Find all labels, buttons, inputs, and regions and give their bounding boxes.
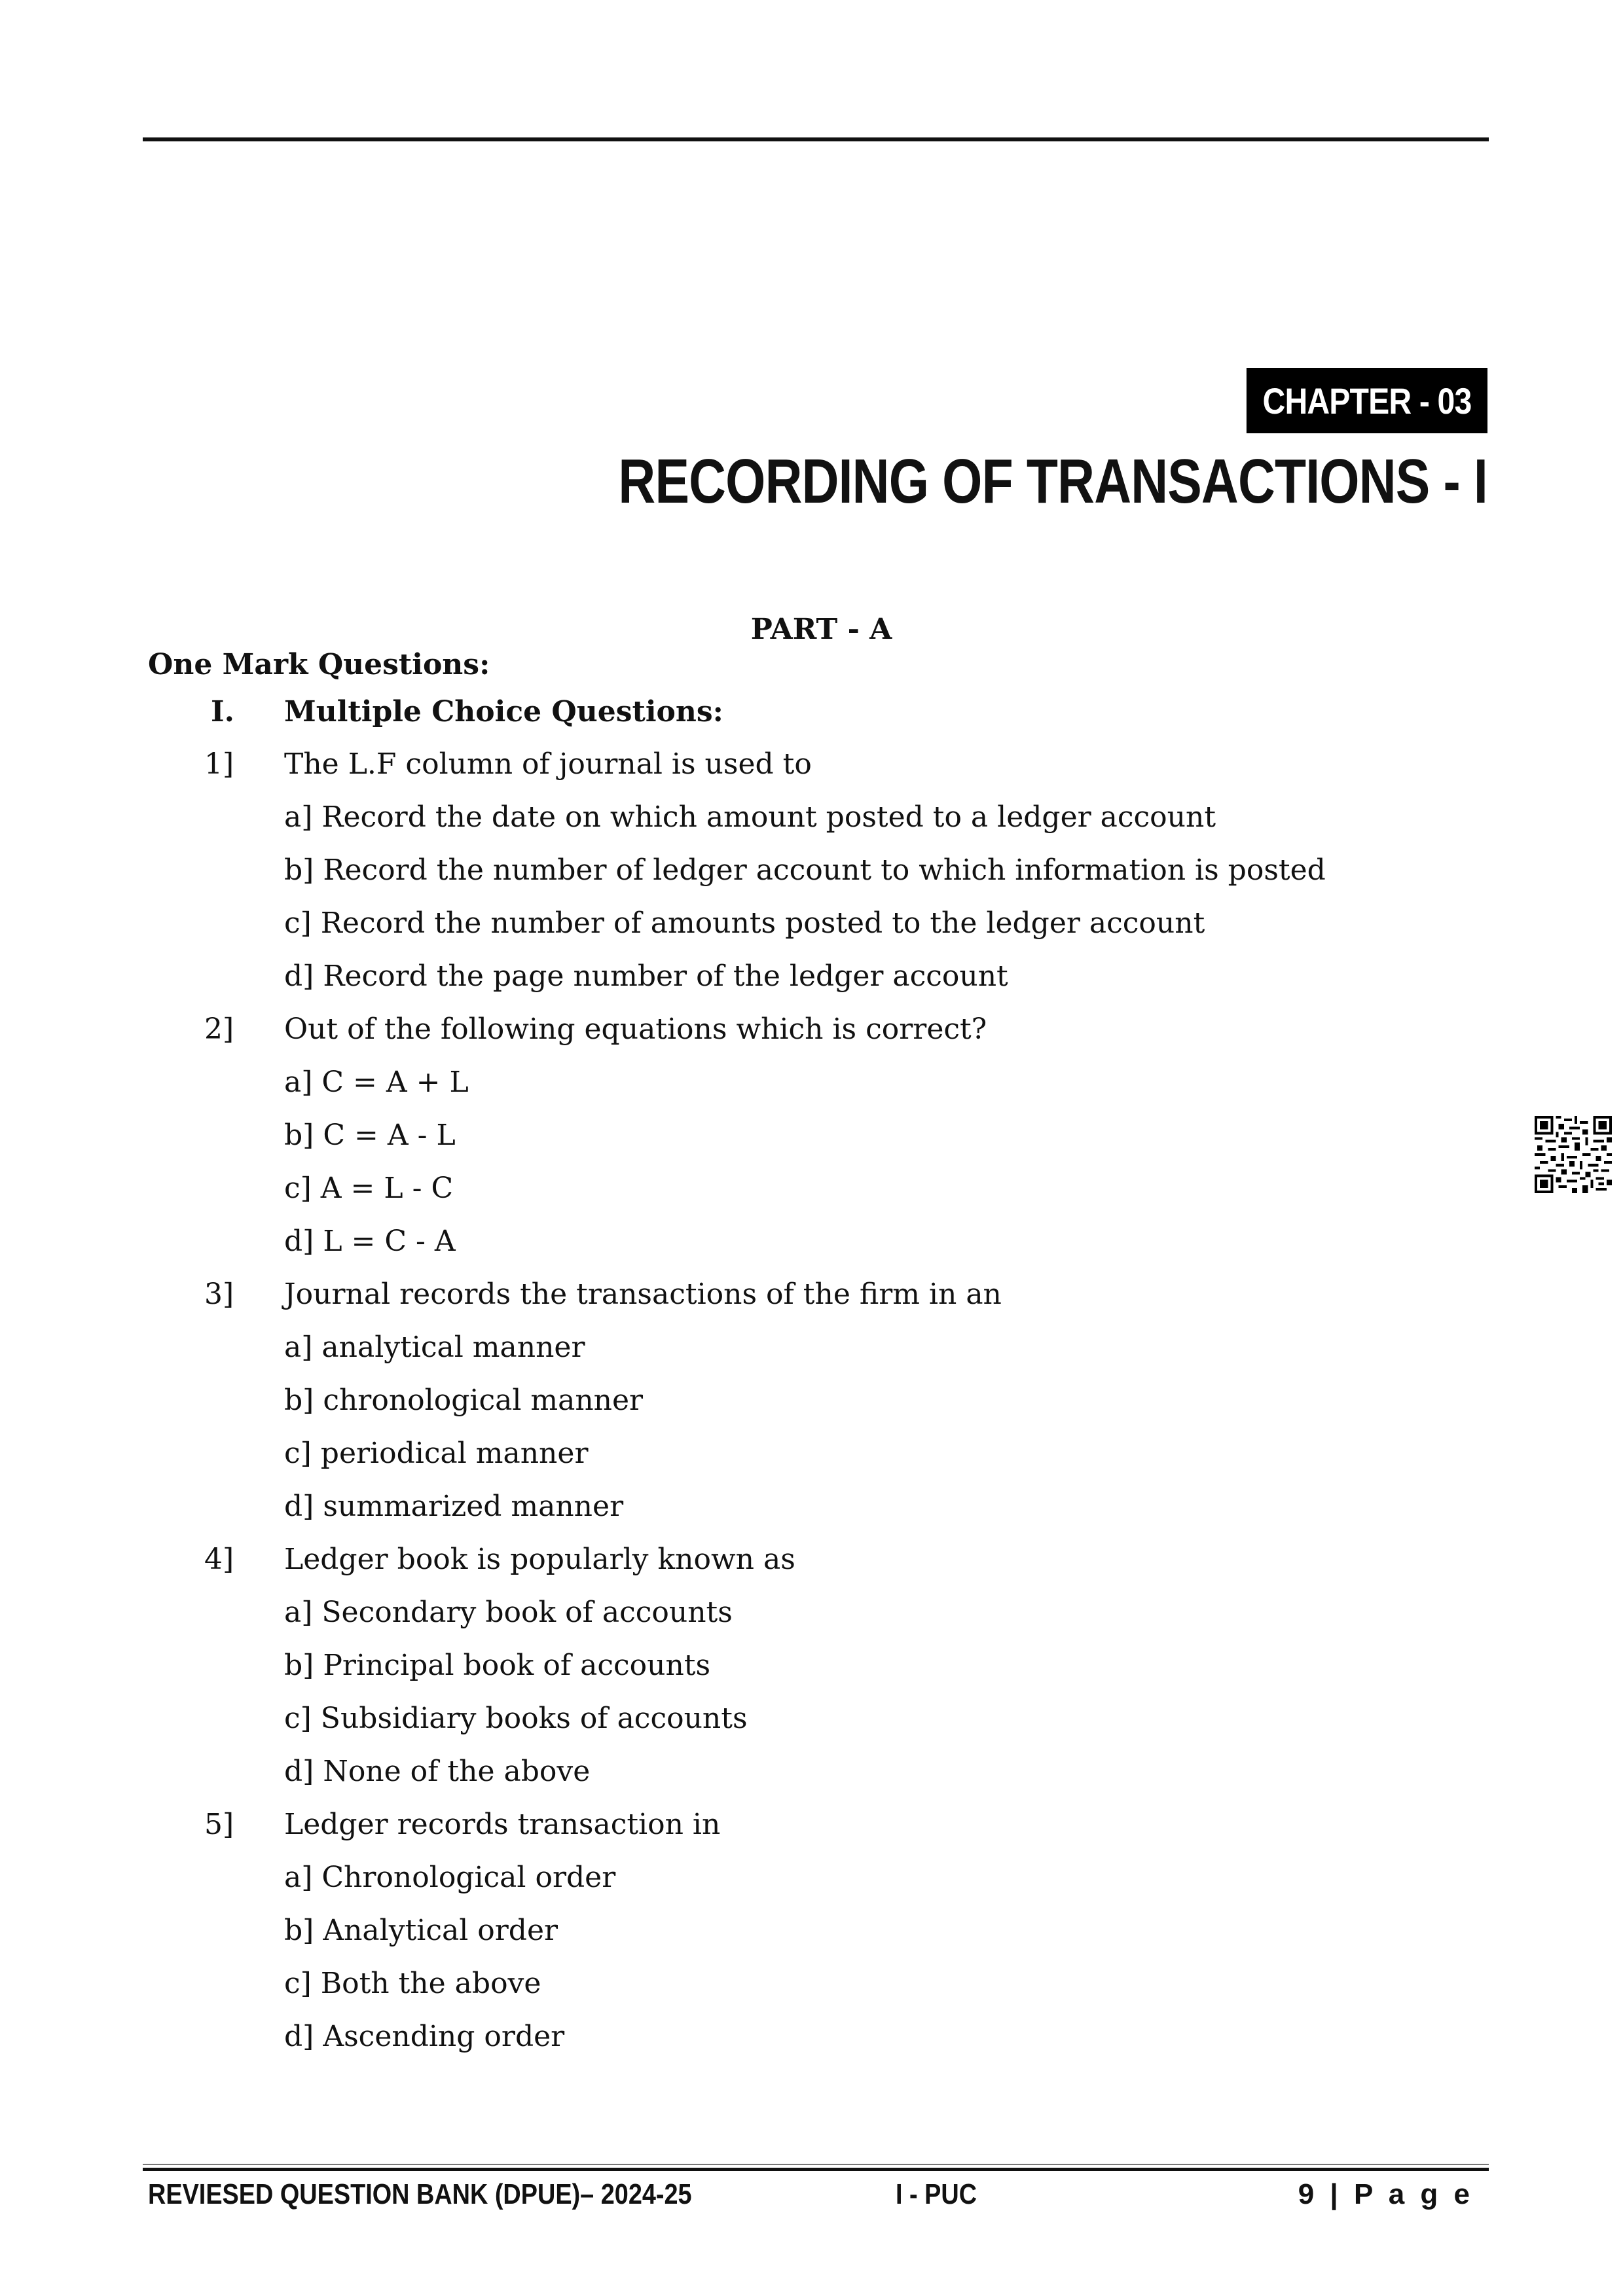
chapter-label: CHAPTER - 03	[1247, 368, 1487, 433]
question-number: 2]	[204, 1013, 234, 1046]
option-d: d] L = C - A	[284, 1225, 456, 1258]
option-c: c] periodical manner	[284, 1437, 589, 1470]
option-d: d] None of the above	[284, 1755, 591, 1788]
top-rule	[143, 137, 1489, 141]
question-number: 1]	[204, 747, 234, 781]
footer-rule-thick	[143, 2168, 1489, 2171]
chapter-title: RECORDING OF TRANSACTIONS - I	[618, 446, 1487, 516]
option-c: c] A = L - C	[284, 1172, 454, 1205]
option-a: a] Record the date on which amount posted to a ledger account	[284, 800, 1216, 834]
option-b: b] Analytical order	[284, 1914, 558, 1947]
option-b: b] Principal book of accounts	[284, 1649, 711, 1682]
question-number: 5]	[204, 1808, 234, 1841]
question-text: Ledger book is popularly known as	[284, 1543, 795, 1576]
section-title: One Mark Questions:	[148, 648, 490, 681]
footer-class: I - PUC	[896, 2178, 977, 2210]
option-c: c] Subsidiary books of accounts	[284, 1702, 748, 1735]
option-a: a] Secondary book of accounts	[284, 1596, 733, 1629]
option-d: d] Ascending order	[284, 2020, 565, 2053]
option-a: a] C = A + L	[284, 1066, 469, 1099]
part-title: PART - A	[750, 613, 892, 646]
footer-book-title: REVIESED QUESTION BANK (DPUE)– 2024-25	[148, 2178, 692, 2210]
footer-page-number: 9 | P a g e	[1298, 2178, 1474, 2210]
option-b: b] chronological manner	[284, 1384, 644, 1417]
option-d: d] Record the page number of the ledger account	[284, 960, 1008, 993]
qr-code-icon	[1535, 1116, 1612, 1193]
question-text: Journal records the transactions of the firm in an	[284, 1278, 1002, 1311]
option-a: a] Chronological order	[284, 1861, 616, 1894]
subsection-number: I.	[211, 695, 234, 728]
footer-rule-thin	[143, 2164, 1489, 2165]
option-b: b] Record the number of ledger account to which information is posted	[284, 853, 1326, 887]
option-c: c] Both the above	[284, 1967, 541, 2000]
question-number: 4]	[204, 1543, 234, 1576]
option-b: b] C = A - L	[284, 1119, 456, 1152]
question-number: 3]	[204, 1278, 234, 1311]
question-text: The L.F column of journal is used to	[284, 747, 812, 781]
subsection-title: Multiple Choice Questions:	[284, 695, 723, 728]
option-a: a] analytical manner	[284, 1331, 585, 1364]
option-c: c] Record the number of amounts posted to the ledger account	[284, 906, 1205, 940]
question-text: Out of the following equations which is correct?	[284, 1013, 987, 1046]
question-text: Ledger records transaction in	[284, 1808, 721, 1841]
option-d: d] summarized manner	[284, 1490, 624, 1523]
